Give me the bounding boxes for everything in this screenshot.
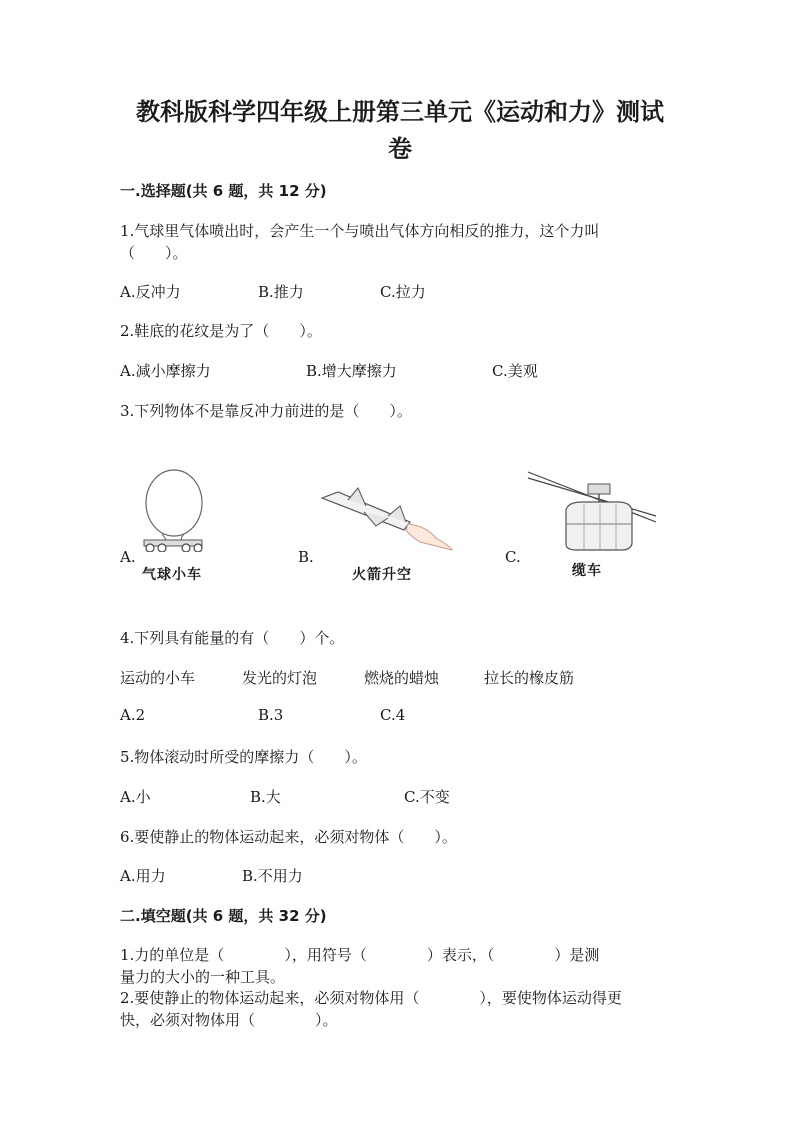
q1-line1: 1.气球里气体喷出时，会产生一个与喷出气体方向相反的推力，这个力叫 <box>120 222 600 240</box>
q6-option-a: A.用力 <box>120 867 166 885</box>
q2-option-b: B.增大摩擦力 <box>306 362 397 380</box>
q6-option-b: B.不用力 <box>242 867 303 885</box>
q1-line2: （ ）。 <box>120 244 188 262</box>
q3-caption-b: 火箭升空 <box>352 567 412 583</box>
q2-text: 2.鞋底的花纹是为了（ ）。 <box>120 322 322 340</box>
q1-option-a: A.反冲力 <box>120 283 181 301</box>
q4-text: 4.下列具有能量的有（ ）个。 <box>120 629 345 647</box>
q3-caption-c: 缆车 <box>572 563 602 579</box>
q3-option-a: A. <box>120 548 136 566</box>
q2-option-c: C.美观 <box>492 362 538 380</box>
q5-option-a: A.小 <box>120 788 151 806</box>
q3-caption-a: 气球小车 <box>142 567 202 583</box>
q4-option-a: A.2 <box>120 706 146 724</box>
q3-option-b: B. <box>298 548 314 566</box>
q4-item-4: 拉长的橡皮筋 <box>484 669 575 687</box>
q2-option-a: A.减小摩擦力 <box>120 362 211 380</box>
q3-option-c: C. <box>505 548 521 566</box>
q4-item-2: 发光的灯泡 <box>242 669 318 687</box>
fill-q2-line1: 2.要使静止的物体运动起来，必须对物体用（ ），要使物体运动得更 <box>120 989 622 1007</box>
section2-heading: 二.填空题(共 6 题，共 32 分) <box>120 907 327 925</box>
title-line-2: 卷 <box>388 135 412 163</box>
q5-text: 5.物体滚动时所受的摩擦力（ ）。 <box>120 748 367 766</box>
balloon-car-illustration <box>132 468 212 552</box>
q6-text: 6.要使静止的物体运动起来，必须对物体（ ）。 <box>120 828 457 846</box>
q1-option-b: B.推力 <box>258 283 304 301</box>
title-line-1: 教科版科学四年级上册第三单元《运动和力》测试 <box>136 98 664 126</box>
q4-item-3: 燃烧的蜡烛 <box>364 669 440 687</box>
q4-option-c: C.4 <box>380 706 406 724</box>
rocket-illustration <box>318 486 454 552</box>
q4-option-b: B.3 <box>258 706 284 724</box>
q3-text: 3.下列物体不是靠反冲力前进的是（ ）。 <box>120 402 412 420</box>
fill-q1-line1: 1.力的单位是（ ），用符号（ ）表示，（ ）是测 <box>120 946 600 964</box>
page-title <box>100 94 700 168</box>
fill-q1-line2: 量力的大小的一种工具。 <box>120 968 286 986</box>
q4-item-1: 运动的小车 <box>120 669 196 687</box>
q5-option-b: B.大 <box>250 788 281 806</box>
q1-option-c: C.拉力 <box>380 283 426 301</box>
q5-option-c: C.不变 <box>404 788 450 806</box>
section1-heading: 一.选择题(共 6 题，共 12 分) <box>120 182 327 200</box>
cable-car-illustration <box>526 470 658 554</box>
fill-q2-line2: 快，必须对物体用（ ）。 <box>120 1011 338 1029</box>
